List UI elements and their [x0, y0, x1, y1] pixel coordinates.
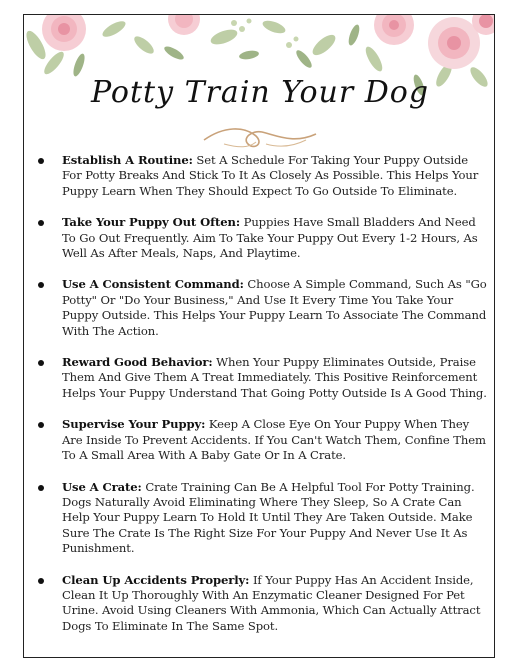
tip-text: Puppies Have Small Bladders And Need To Go Out Frequently. Aim To Take Your Puppy Out Every 1-2 Hours, As Well As After Meals, Naps, And Playtime. — [62, 215, 478, 261]
tip-text: When Your Puppy Eliminates Outside, Praise Them And Give Them A Treat Immediately. This Positive Reinforcement Helps Your Puppy Understand That Going Potty Outside Is A Good Thing. — [62, 355, 487, 400]
tip-heading: Supervise Your Puppy: — [62, 417, 206, 432]
list-item — [38, 417, 490, 463]
document-page — [23, 14, 495, 658]
list-item — [38, 355, 490, 401]
tip-text: Set A Schedule For Taking Your Puppy Outside For Potty Breaks And Stick To It As Closely As Possible. This Helps Your Puppy Learn When They Should Expect To Go Outside To Eliminate. — [62, 153, 479, 198]
bullet-icon — [38, 485, 44, 491]
bullet-icon — [38, 422, 44, 428]
tip-heading: Establish A Routine: — [62, 153, 193, 167]
bullet-icon — [38, 220, 44, 226]
list-item — [38, 277, 490, 339]
tip-heading: Reward Good Behavior: — [62, 355, 213, 370]
bullet-icon — [38, 360, 44, 366]
potty-training-tips-list — [38, 153, 490, 650]
list-item — [38, 215, 490, 261]
tip-heading: Use A Consistent Command: — [62, 277, 244, 292]
bullet-icon — [38, 578, 44, 584]
list-item — [38, 480, 490, 557]
page-title: Potty Train Your Dog — [90, 75, 430, 110]
tip-heading: Clean Up Accidents Properly: — [62, 572, 250, 587]
tip-text: Crate Training Can Be A Helpful Tool For Potty Training. Dogs Naturally Avoid Eliminating Where They Sleep, So A Crate Can Help Your Puppy Learn To Hold It Until They Are Taken Outside. Make Sure The Crate Is The Right Size For Your Puppy And Never Use It As Punishment. — [62, 479, 475, 556]
tip-text: If Your Puppy Has An Accident Inside, Clean It Up Thoroughly With An Enzymatic Cleaner Designed For Pet Urine. Avoid Using Cleaners With Ammonia, Which Can Actually Attract Dogs To Eliminate In The Same Spot. — [62, 572, 481, 633]
gold-flourish-icon — [194, 118, 324, 154]
tip-text: Choose A Simple Command, Such As "Go Potty" Or "Do Your Business," And Use It Every Time You Take Your Puppy Outside. This Helps Your Puppy Learn To Associate The Command With The Action. — [62, 277, 487, 338]
bullet-icon — [38, 158, 44, 164]
tip-heading: Use A Crate: — [62, 479, 142, 494]
list-item — [38, 573, 490, 635]
list-item — [38, 153, 490, 199]
tip-text: Keep A Close Eye On Your Puppy When They Are Inside To Prevent Accidents. If You Can't Watch Them, Confine Them To A Small Area With A Baby Gate Or In A Crate. — [62, 417, 486, 463]
bullet-icon — [38, 282, 44, 288]
tip-heading: Take Your Puppy Out Often: — [62, 215, 241, 230]
